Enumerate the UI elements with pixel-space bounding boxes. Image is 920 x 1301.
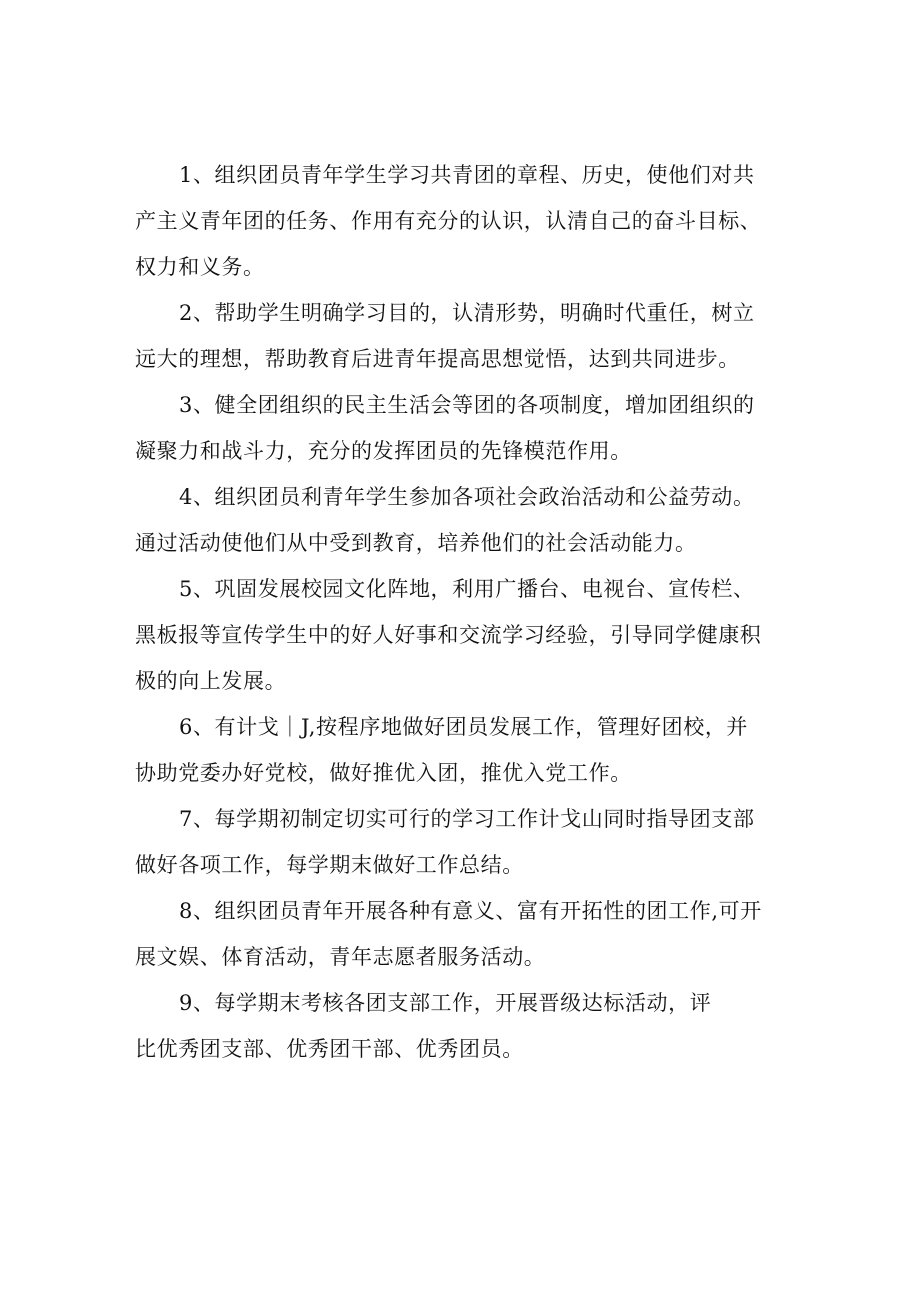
paragraph-6 — [135, 704, 807, 796]
paragraph-line: 1、组织团员青年学生学习共青团的章程、历史，使他们对共 — [179, 163, 755, 187]
paragraph-line: 远大的理想，帮助教育后进青年提高思想觉悟，达到共同进步。 — [135, 347, 740, 371]
paragraph-5 — [135, 566, 807, 704]
paragraph-line: 凝聚力和战斗力，充分的发挥团员的先锋模范作用。 — [135, 439, 632, 463]
paragraph-line: 极的向上发展。 — [135, 669, 287, 693]
paragraph-line: 5、巩固发展校园文化阵地，利用广播台、电视台、宣传栏、 — [179, 577, 755, 601]
paragraph-line: 产主义青年团的任务、作用有充分的认识，认清自己的奋斗目标、 — [135, 209, 762, 233]
paragraph-line: 3、健全团组织的民主生活会等团的各项制度，增加团组织的 — [179, 393, 755, 417]
paragraph-2 — [135, 290, 807, 382]
paragraph-line: 黑板报等宣传学生中的好人好事和交流学习经验，引导同学健康积 — [135, 623, 762, 647]
paragraph-line: 6、有计戈｜J,按程序地做好团员发展工作，管理好团校，并 — [179, 715, 749, 739]
paragraph-4 — [135, 474, 807, 566]
paragraph-line: 展文娱、体育活动，青年志愿者服务活动。 — [135, 945, 546, 969]
paragraph-1 — [135, 152, 807, 290]
paragraph-line: 权力和义务。 — [135, 255, 265, 279]
paragraph-7 — [135, 796, 807, 888]
paragraph-line: 通过活动使他们从中受到教育，培养他们的社会活动能力。 — [135, 531, 697, 555]
paragraph-9 — [135, 980, 807, 1072]
paragraph-line: 协助党委办好党校，做好推优入团，推优入党工作。 — [135, 761, 632, 785]
paragraph-line: 2、帮助学生明确学习目的，认清形势，明确时代重任，树立 — [179, 301, 755, 325]
paragraph-line: 做好各项工作，每学期末做好工作总结。 — [135, 853, 524, 877]
paragraph-line: 7、每学期初制定切实可行的学习工作计戈山同时指导团支部 — [179, 807, 755, 831]
paragraph-3 — [135, 382, 807, 474]
paragraph-line: 4、组织团员利青年学生参加各项社会政治活动和公益劳动。 — [179, 485, 755, 509]
paragraph-line: 8、组织团员青年开展各种有意义、富有开拓性的团工作,可开 — [179, 899, 762, 923]
document-body — [135, 152, 807, 1072]
paragraph-8 — [135, 888, 807, 980]
paragraph-line: 比优秀团支部、优秀团干部、优秀团员。 — [135, 1037, 524, 1061]
paragraph-line: 9、每学期末考核各团支部工作，开展晋级达标活动，评 — [179, 991, 712, 1015]
